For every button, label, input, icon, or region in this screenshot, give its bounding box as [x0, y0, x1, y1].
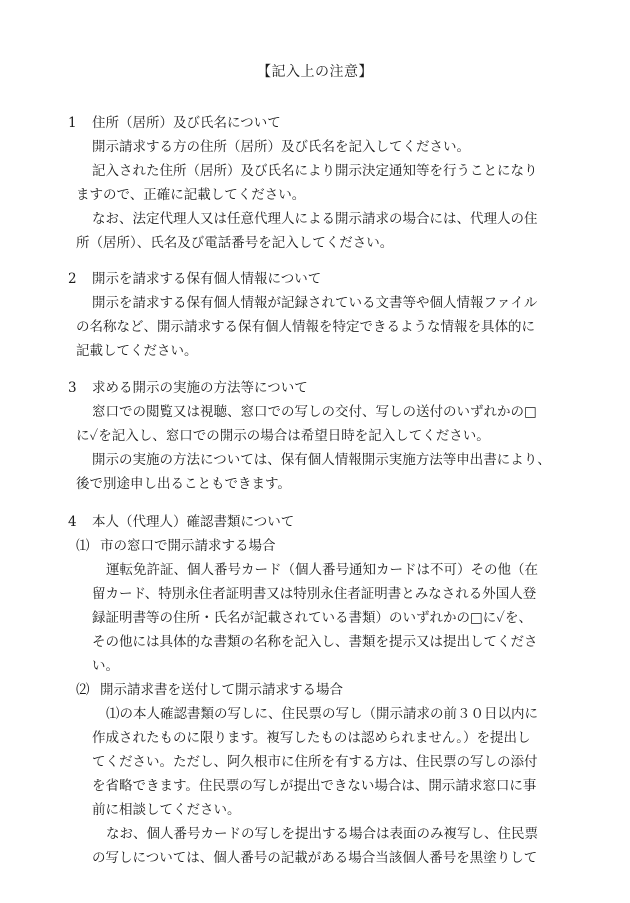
- paragraph-line: なお、個人番号カードの写しを提出する場合は表面のみ複写し、住民票: [106, 826, 538, 842]
- paragraph-line: 録証明書等の住所・氏名が記載されている書類）のいずれかの□に✓を、: [92, 610, 532, 626]
- section-number: 4: [68, 514, 77, 530]
- paragraph-line: い。: [92, 658, 119, 674]
- paragraph-line: その他には具体的な書類の名称を記入し、書類を提示又は提出してくださ: [92, 634, 538, 650]
- section-heading: 住所（居所）及び氏名について: [92, 115, 281, 131]
- section-heading: 本人（代理人）確認書類について: [92, 514, 295, 530]
- section-number: 3: [68, 380, 77, 396]
- paragraph-line: 記載してください。: [76, 343, 198, 359]
- section-number: 2: [68, 271, 77, 287]
- subsection-heading: 市の窓口で開示請求する場合: [100, 538, 276, 554]
- paragraph-line: 留カード、特別永住者証明書又は特別永住者証明書とみなされる外国人登: [92, 586, 537, 602]
- section-heading: 開示を請求する保有個人情報について: [92, 271, 322, 287]
- paragraph-line: 後で別途申し出ることもできます。: [76, 476, 291, 492]
- paragraph-line: 作成されたものに限ります。複写したものは認められません。）を提出し: [92, 730, 531, 746]
- subsection-marker: ⑴: [76, 538, 90, 554]
- paragraph-line: 所（居所）、氏名及び電話番号を記入してください。: [76, 235, 394, 251]
- paragraph-line: を省略できます。住民票の写しが提出できない場合は、開示請求窓口に事: [92, 778, 537, 794]
- section-heading: 求める開示の実施の方法等について: [92, 380, 308, 396]
- page-title: 【記入上の注意】: [257, 64, 373, 80]
- paragraph-line: 記入された住所（居所）及び氏名により開示決定通知等を行うことになり: [92, 163, 538, 179]
- paragraph-line: 開示を請求する保有個人情報が記録されている文書等や個人情報ファイル: [92, 295, 538, 311]
- paragraph-line: 開示の実施の方法については、保有個人情報開示実施方法等申出書により、: [92, 452, 551, 468]
- paragraph-line: 運転免許証、個人番号カード（個人番号通知カードは不可）その他（在: [106, 562, 538, 578]
- paragraph-line: 開示請求する方の住所（居所）及び氏名を記入してください。: [92, 139, 470, 155]
- paragraph-line: の写しについては、個人番号の記載がある場合当該個人番号を黒塗りして: [92, 850, 538, 866]
- subsection-marker: ⑵: [76, 682, 90, 698]
- paragraph-line: ますので、正確に記載してください。: [76, 187, 306, 203]
- subsection-heading: 開示請求書を送付して開示請求する場合: [100, 682, 343, 698]
- paragraph-line: なお、法定代理人又は任意代理人による開示請求の場合には、代理人の住: [92, 211, 538, 227]
- paragraph-line: の名称など、開示請求する保有個人情報を特定できるような情報を具体的に: [76, 319, 535, 335]
- paragraph-line: に✓を記入し、窓口での開示の場合は希望日時を記入してください。: [76, 428, 490, 444]
- paragraph-line: 前に相談してください。: [92, 802, 241, 818]
- paragraph-line: てください。ただし、阿久根市に住所を有する方は、住民票の写しの添付: [92, 754, 538, 770]
- paragraph-line: 窓口での閲覧又は視聴、窓口での写しの交付、写しの送付のいずれかの□: [92, 404, 537, 420]
- section-number: 1: [68, 115, 77, 131]
- paragraph-line: ⑴の本人確認書類の写しに、住民票の写し（開示請求の前３０日以内に: [106, 706, 538, 722]
